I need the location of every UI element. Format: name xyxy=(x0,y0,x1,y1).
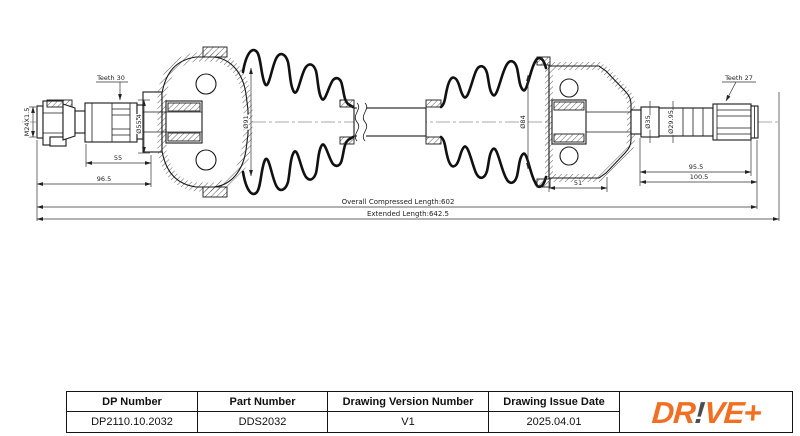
header-issue-date: Drawing Issue Date xyxy=(489,392,620,412)
label-thread: M24X1.5 xyxy=(23,107,31,137)
header-drawing-version: Drawing Version Number xyxy=(328,392,489,412)
bearing-ball-bottom xyxy=(196,150,216,170)
logo-part1: DR xyxy=(650,394,696,430)
brand-logo xyxy=(620,392,792,432)
title-block xyxy=(66,391,793,433)
label-dia-55: Ø55.4 xyxy=(135,114,143,134)
label-len-51: 51 xyxy=(573,179,583,187)
header-part-number: Part Number xyxy=(198,392,328,412)
label-teeth-right: Teeth 27 xyxy=(725,74,753,82)
label-len-55: 55 xyxy=(113,154,123,162)
value-issue-date: 2025.04.01 xyxy=(489,412,620,432)
label-dia-29: Ø29.95 xyxy=(667,110,675,134)
label-dia-35: Ø35 xyxy=(644,115,652,129)
logo-part2: VE+ xyxy=(702,394,762,430)
value-drawing-version: V1 xyxy=(328,412,489,432)
label-dia-84: Ø84 xyxy=(519,115,527,129)
bearing-ball-top xyxy=(196,74,216,94)
value-part-number: DDS2032 xyxy=(198,412,328,432)
label-len-100: 100.5 xyxy=(689,173,709,181)
label-extended: Extended Length:642.5 xyxy=(366,210,450,218)
brand-logo-text xyxy=(650,394,762,430)
dimensions xyxy=(23,68,779,221)
label-len-95: 95.5 xyxy=(688,163,704,171)
roller-bottom xyxy=(560,147,578,165)
inner-cv-joint xyxy=(537,57,631,187)
roller-top xyxy=(560,79,578,97)
header-dp-number: DP Number xyxy=(67,392,198,412)
label-compressed: Overall Compressed Length:602 xyxy=(341,198,455,206)
left-bolt-assembly xyxy=(37,100,85,146)
logo-exclamation: ! xyxy=(693,394,706,430)
outer-cv-joint xyxy=(143,47,248,197)
label-teeth-left: Teeth 30 xyxy=(97,74,125,82)
label-dia-91: Ø91 xyxy=(242,115,250,129)
shaft-middle xyxy=(354,100,426,144)
value-dp-number: DP2110.10.2032 xyxy=(67,412,198,432)
label-len-96: 96.5 xyxy=(96,175,112,183)
